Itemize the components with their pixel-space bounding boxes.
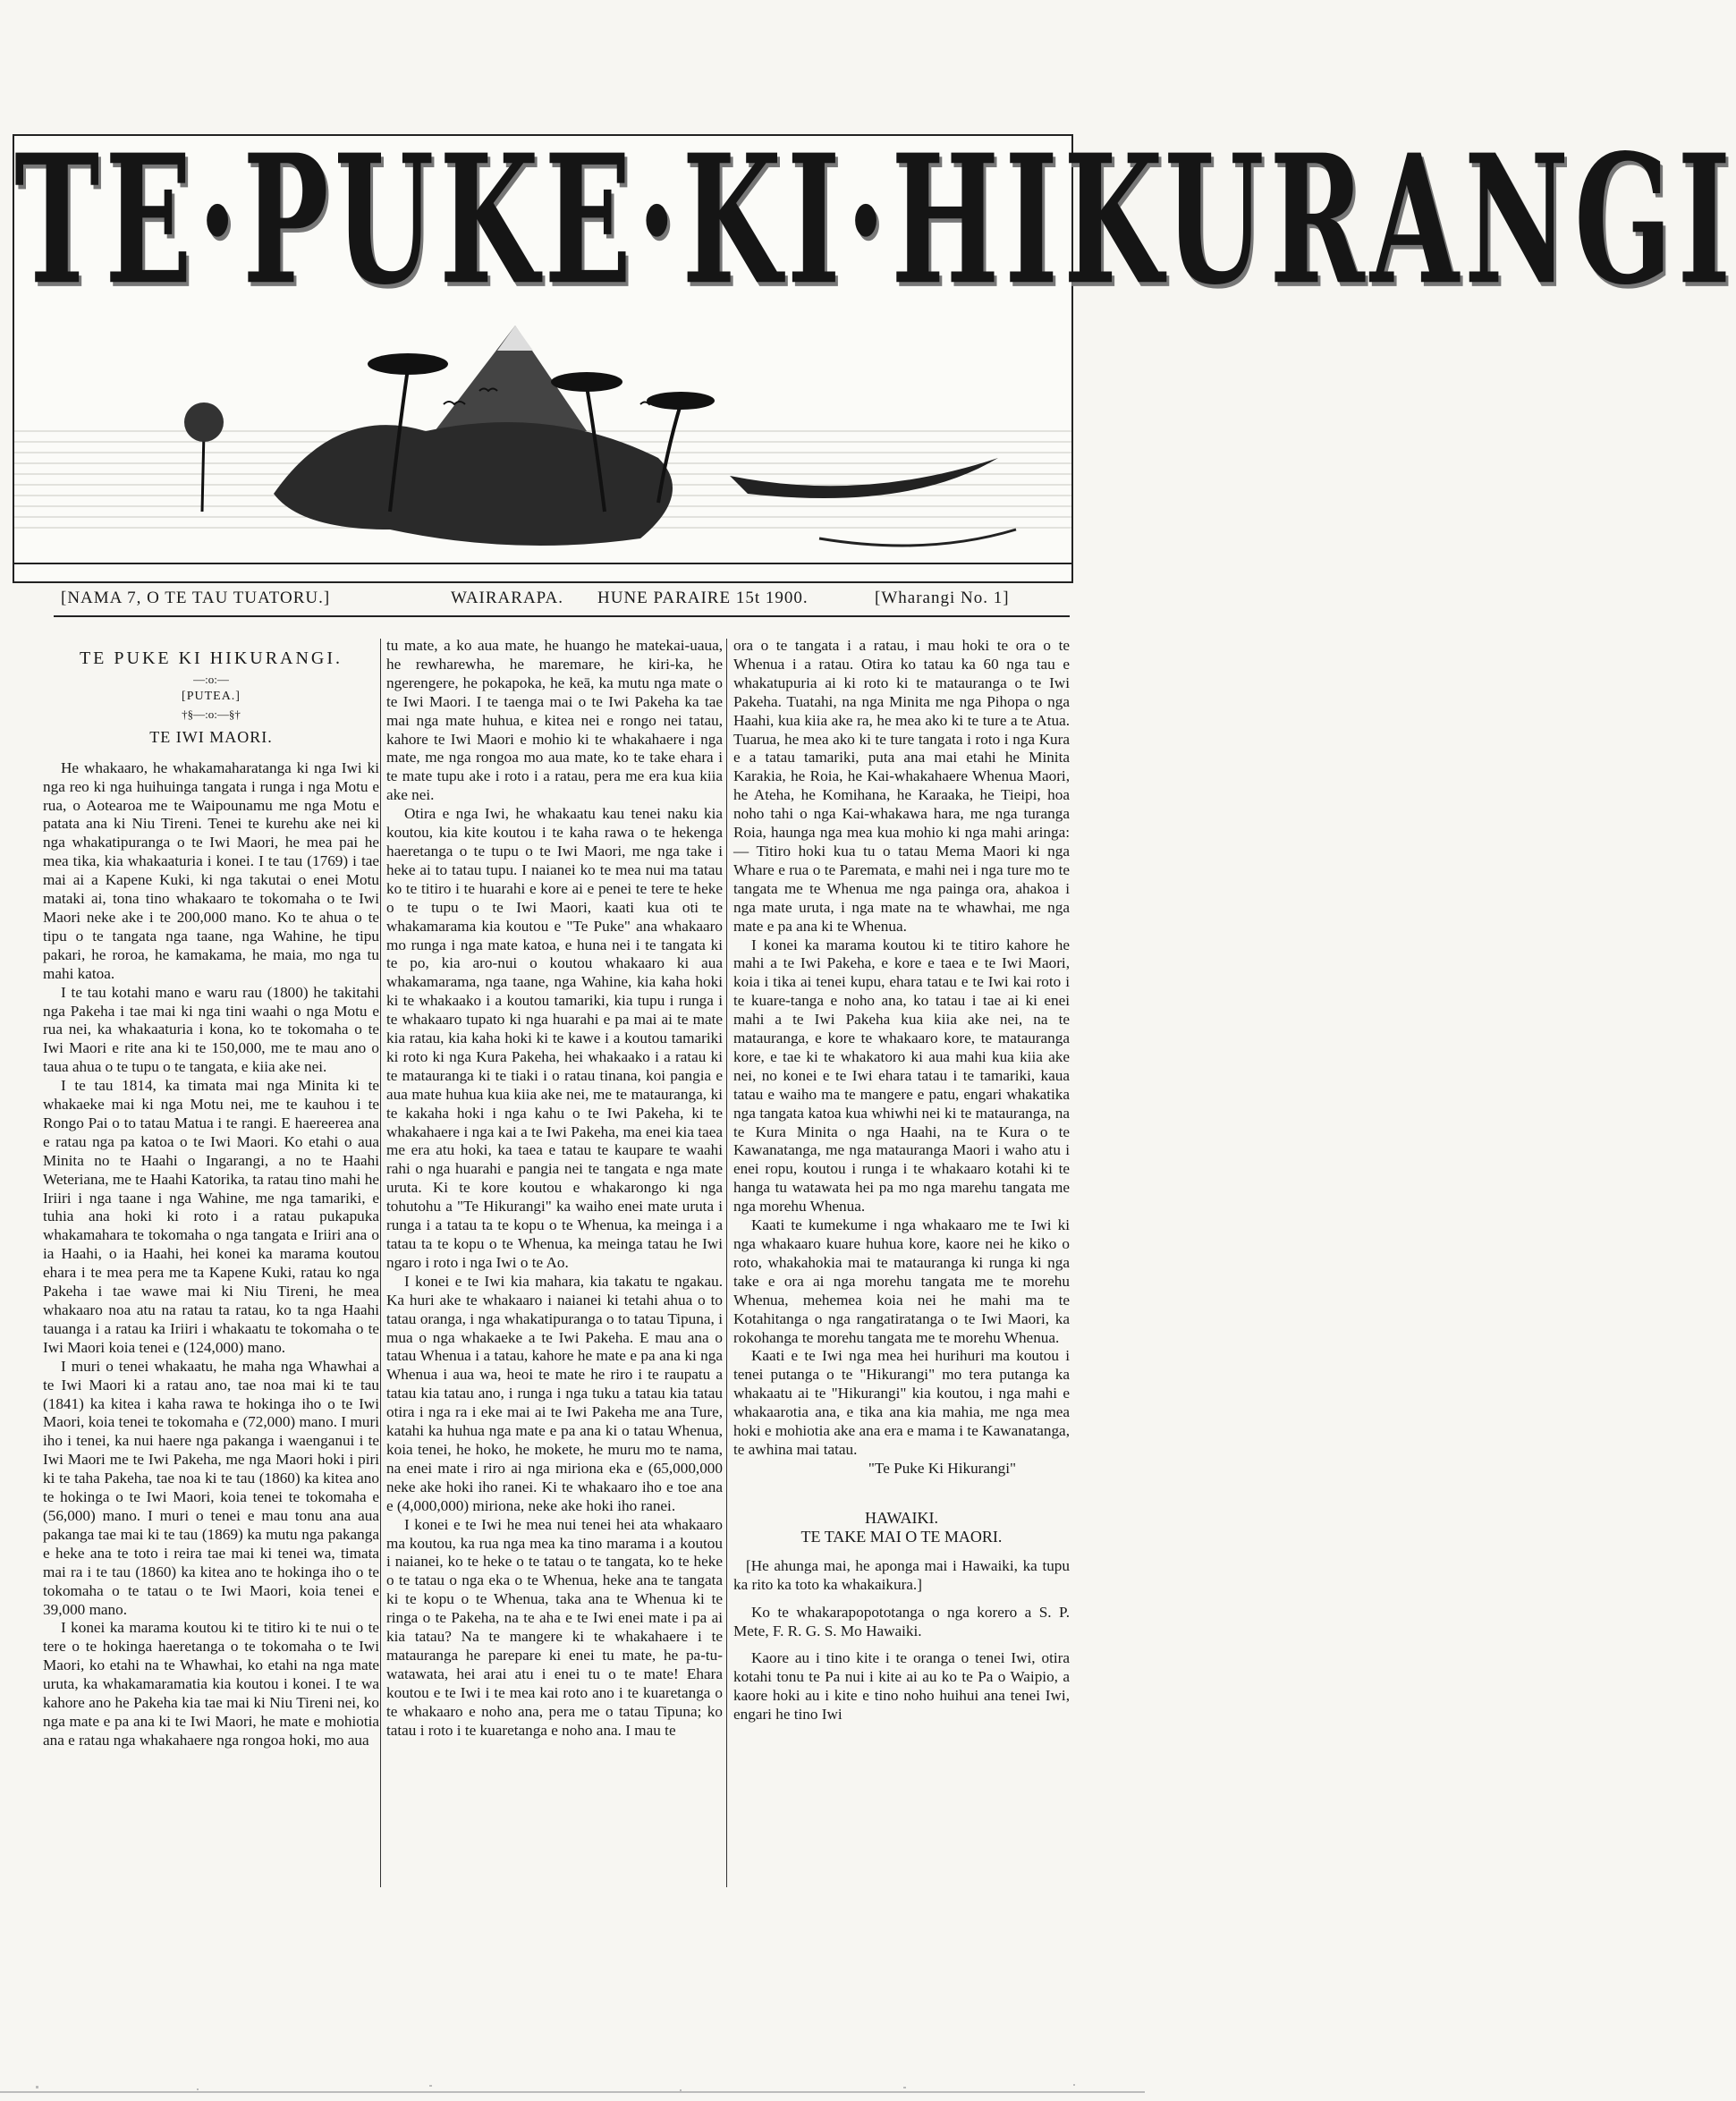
paragraph: I te tau kotahi mano e waru rau (1800) he takitahi nga Pakeha i tae mai ki nga tini waahi o nga Motu e rua nei, ka whakaaturia i kona, ko te tokomaha o te Iwi Maori e rite ana ki te 150,000, me te mau ano o taua ahua o te tupu o te tangata, e kiia ake nei.: [43, 983, 379, 1076]
paragraph: tu mate, a ko aua mate, he huango he matekai-uaua, he rewharewha, he maremare, he kiri-ka, he ngerengere, he pokapoka, he keā, ka mutu nga mate o te Iwi Maori. I te taenga mai o te Iwi Pakeha ka tae mai nga mate huhua, e kitea nei e rongo nei tatau, kahore te Iwi Maori e mohio ki te whakahaere i nga mate, me nga rongoa mo aua mate, ko te take ehara i te mate tupu ake i roto i a ratau, pera me era kua kiia ake nei.: [386, 637, 723, 804]
article-note: [He ahunga mai, he aponga mai i Hawaiki, ka tupu ka rito ka toto ka whakaikura.]: [733, 1556, 1070, 1593]
paragraph: Otira e nga Iwi, he whakaatu kau tenei naku kia koutou, kia kite koutou i te kaha rawa o te hekenga haeretanga o te tupu o te Iwi Maori, me nga take i heke ai to tatau tupu. I naianei ko te mea nui ma tatau ko te titiro i te huarahi e kore ai e penei te tere te heke o te tupu o te Iwi Maori, kaati kua oti te whakamarama kia koutou e "Te Puke" ana whakaaro mo runga i nga mate katoa, e huna nei i te tangata ki te po, kia aro-nui o koutou whakaaro ki aua whakamarama, nga taane, nga Wahine, kia kaha hoki ki te whakaako i a koutou tamariki, kia tupu i runga i te whakaaro tupato ki nga huarahi e pa mai ai te mate kia ratau, kia kaha hoki ki te kawe i a koutou tamariki ki roto ki nga Kura Pakeha, hei whakaako i a ratau ki te matauranga ki te tiaki i o ratau tinana, koi pangia e aua mate huhua kua kiia ake nei, me te matauranga, ki te kakaha hoki i nga kahu o te Iwi Pakeha, ki te whakahaere i nga kai a te Iwi Pakeha, ma enei kia taea me era atu hoki, ka taea e tatau te kaupare te waahi rahi o nga huarahi e pangia nei te tangata e nga mate uruta. Ki te kore koutou e whakarongo ki nga tohutohu a "Te Hikurangi" ka waiho enei mate uruta i runga i a tatau ta te kopu o te Whenua, ka meinga i a tatau ta te kopu o te Whenua, ka meinga tatau he Iwi ngaro i roto i nga Iwi o te Ao.: [386, 805, 723, 1271]
article-author: Ko te whakarapopototanga o nga korero a S. P. Mete, F. R. G. S. Mo Hawaiki.: [733, 1603, 1070, 1639]
island-shape: [274, 422, 673, 546]
paragraph: I te tau 1814, ka timata mai nga Minita ki te whakaeke mai ki nga Motu nei, me te kauhou i te Rongo Pai o to tatau Matua i te rangi. E haereerea ana e ratau nga pa katoa o te Iwi Maori. Ko etahi o aua Minita no te Haahi o Ingarangi, a no te Haahi Weteriana, me te Haahi Katorika, ta ratau tino mahi he Iriiri i nga taane i nga Wahine, me nga tamariki, e tuhia ana hoki ki roto i a ratau pukapuka whakamahara te tokomaha o nga tangata e Iriiri ana o ia Haahi, o ia Haahi, hei konei ka marama koutou ehara i te mea pera me ta Kapene Kuki, ratau ko nga Pakeha i tae wawe mai ki Niu Tireni, he mea whakaaro noa atu na ratau ta ratau, ko ta nga Haahi tauanga i a ratau ka Iriiri i whakaatu te tokomaha o te Iwi Maori koia tenei e (124,000) mano.: [43, 1077, 379, 1356]
signature: "Te Puke Ki Hikurangi": [868, 1459, 1016, 1477]
paragraph: I konei ka marama koutou ki te titiro ki te nui o te tere o te hokinga haeretanga o te tokomaha o te Iwi Maori, ko etahi na te Whawhai, ko etahi na nga mate uruta, ka whakamaramatia kia koutou i konei. I te wa kahore ano he Pakeha kia tae mai ki Niu Tireni nei, ko nga mate e pa ana ki te Iwi Maori, he mate e mohiotia ana e ratau nga whakahaere nga rongoa hoki, mo aua: [43, 1619, 379, 1749]
paragraph: He whakaaro, he whakamaharatanga ki nga Iwi ki nga reo ki nga huihuinga tangata i runga i nga Motu e rua, o Aotearoa me te Waipounamu me nga Motu e patata ana ki Niu Tireni. Tenei te kurehu ake nei ki nga whakatipuranga o te Iwi Maori, he mea pai he mea tika, kia whakaaturia i konei. I te tau (1769) i tae mai ai a Kapene Kuki, ki nga takutai o enei Motu mataki ai, tona tino whakaaro te tokomaha o te Iwi Maori neke ake i te 200,000 mano. Ko te ahua o te tipu o te tangata nga taane, nga Wahine, he tipu pakari, he roroa, he kamakama, he maia, mo nga tu mahi katoa.: [43, 758, 379, 982]
article-label: [PUTEA.]: [182, 689, 241, 703]
column-divider: [726, 639, 727, 1887]
paragraph: Kaati te kumekume i nga whakaaro me te Iwi ki nga whakaaro kuare huhua kore, kaore nei he kiko o roto, whakahokia mai te matauranga ki runga ki nga take e ora ai nga morehu tangata me te morehu Whenua, mehemea koia nei he mahi ma te Kotahitanga o nga rangatiratanga o te Iwi Maori, ka rokohanga te morehu tangata me te morehu Whenua.: [733, 1216, 1070, 1346]
paragraph: I muri o tenei whakaatu, he maha nga Whawhai a te Iwi Maori ki a ratau ano, tae noa mai ki te tau (1841) ka kitea i kaha rawa te hokinga iho o te Iwi Maori, koia tenei te tokomaha e (72,000) mano. I muri iho i tenei, ka nui haere nga pakanga i waenganui i te Iwi Maori me te Iwi Pakeha, me nga Maori hoki i piri ki te taha Pakeha, tae noa ki te tau (1860) ka kitea ano te hokinga o te Iwi Maori, koia tenei te tokomaha e (56,000) mano. I muri o tenei e mau tonu ana aua pakanga tae mai ki te tau (1869) ka mutu nga pakanga e heke ana te toto i reira tae mai ki tenei wa, timata mai ra i te tau (1860) ka kitea ano te hokinga iho o te tokomaha o te tatau o te Iwi Maori, koia tenei e 39,000 mano.: [43, 1357, 379, 1618]
paragraph: I konei e te Iwi kia mahara, kia takatu te ngakau. Ka huri ake te whakaaro i naianei ki tetahi ahua o to tatau oranga, i nga whakatipuranga o to tatau Tipuna, i mua o nga whakaeke a te Iwi Pakeha. E mau ana o tatau Whenua i a tatau, kahore he mate e pa ana ki nga Whenua i aua wa, heoi te mate he riro i te raupatu a tatau kia tatau ano, i runga i nga tuku a tatau kia tatau otira i nga ra i eke mai ai te Iwi Pakeha me ana Ture, katahi ka huhua nga mate e pa ana ki o tatau Whenua, koia tenei, he hoko, he mokete, he muru mo te nama, na enei mate i riro ai nga miriona eka e (65,000,000 neke ake hoki iho ranei. Ki te whakaaro iho e toe ana e (4,000,000) miriona, neke ake hoki iho ranei.: [386, 1272, 723, 1514]
article-subtitle: TE IWI MAORI.: [149, 727, 273, 746]
place-name: WAIRARAPA.: [451, 589, 563, 607]
column-divider: [380, 639, 381, 1887]
masthead: [13, 116, 1736, 583]
paragraph: Kaati e te Iwi nga mea hei hurihuri ma koutou i tenei putanga o te "Hikurangi" mo tera putanga ka whakaatu ai te "Hikurangi" kia koutou, i nga mahi e whakaarotia ana, e tika ana kia mahia, me nga mea hoki e mohiotia ake ana era e mama i te Kawanatanga, te awhina mai tatau.: [733, 1347, 1070, 1458]
ornament: —:o:—: [193, 672, 229, 686]
paragraph: ora o te tangata i a ratau, i mau hoki te ora o te Whenua i a ratau. Otira ko tatau ka 60 nga tau e whakatupuria ai ki roto ki te matauranga o te Iwi Pakeha. Tuatahi, na nga Minita me nga Pihopa o nga Haahi, kua kiia ake ra, he mea ako ki te ture a te Atua. Tuarua, he mea ako ki te ture tangata i roto i nga Kura e a tatau tamariki, puta ana mai etahi he Minita Karakia, he Roia, he Kai-whakahaere Whenua Maori, he Ateha, he Komihana, he Karaaka, he Tieipi, hoa noho tahi o nga Kai-whakawa hara, me nga turanga Roia, haunga nga mea kua mohio ki nga mahi aringa:— Titiro hoki kua tu o tatau Mema Maori ki nga Whare e rua o te Paremata, e mahi nei i nga ture mo te tangata me te Whenua me nga painga ora, ahakoa i nga mate uruta, i nga mate na te whawhai, me nga mate e pa ana ki te Whenua.: [733, 637, 1070, 935]
canoe-shape: [730, 458, 998, 498]
column-3: [733, 637, 1070, 1889]
scan-noise: [0, 2080, 1145, 2100]
column-2: [386, 637, 723, 1889]
paragraph: Kaore au i tino kite i te oranga o tenei Iwi, otira kotahi tonu te Pa nui i kite ai au ko te Pa o Waipio, a kaore hoki au i kite e tino noho huihui ana tenei Iwi, engari he tino Iwi: [733, 1649, 1070, 1724]
dateline: [54, 580, 1070, 615]
ornament: †§—:o:—§†: [182, 707, 241, 721]
dateline-rule: [54, 615, 1070, 617]
paragraph: I konei e te Iwi he mea nui tenei hei ata whakaaro ma koutou, ka rua nga mea ka tino marama i a koutou i naianei, ko te heke o te tatau o te tangata, ko te heke o te tatau o nga eka o te Whenua, heke ana te tangata ki te kopu o te Whenua, taka ana te Whenua ki te ringa o te Pakeha, na te aha e te Iwi enei mate i pa ai kia tatau? Na te mangere ki te whakahaere i te matauranga he parepare ki enei tu mate, he pa-tu-watawata, hei arai atu i enei tu o te mate! Ehara koutou e te Iwi i te mea kai roto ano i te kuaretanga o te whakaaro e noho ana, pera me o tatau Tipuna; ko tatau i roto i te kuaretanga e noho ana. I mau te: [386, 1515, 723, 1739]
article-title: TE PUKE KI HIKURANGI.: [79, 648, 343, 668]
page-number: [Wharangi No. 1]: [875, 589, 1010, 607]
article-subtitle: TE TAKE MAI O TE MAORI.: [800, 1527, 1003, 1546]
article-title: HAWAIKI.: [864, 1508, 939, 1527]
column-1: [43, 637, 379, 1889]
masthead-title: TE·PUKE·KI·HIKURANGI: [14, 116, 1736, 326]
paragraph: I konei ka marama koutou ki te titiro kahore he mahi a te Iwi Pakeha, e kore e taea e te Iwi Maori, koia i tika ai tenei kupu, ehara tatau e te Iwi kai roto i te kuare-tanga e noho ana, ko tatau i tae ai ki enei mahi a te Iwi Pakeha kua kiia ake nei, na te matauranga, e kore te whakaaro kore, te matauranga kore, e tae ki te whakatoro ki aua mahi kua kiia ake nei, no konei e te Iwi ehara tatau i te tamariki, kaua tatau e waiho ma te mangere e patu, engari whakatika nga tangata katoa kua whiwhi nei ki te matauranga, na te Kura Minita o nga Haahi, na te Kura o te Kawanatanga, me nga matauranga Maori i waho atu i enei ropu, koutou i runga i te whakaaro kotahi ki te hanga tu watawata hei pa mo nga marehu tangata me nga morehu Whenua.: [733, 936, 1070, 1216]
issue-number: [NAMA 7, O TE TAU TUATORU.]: [61, 589, 331, 607]
issue-date: HUNE PARAIRE 15t 1900.: [597, 589, 809, 607]
